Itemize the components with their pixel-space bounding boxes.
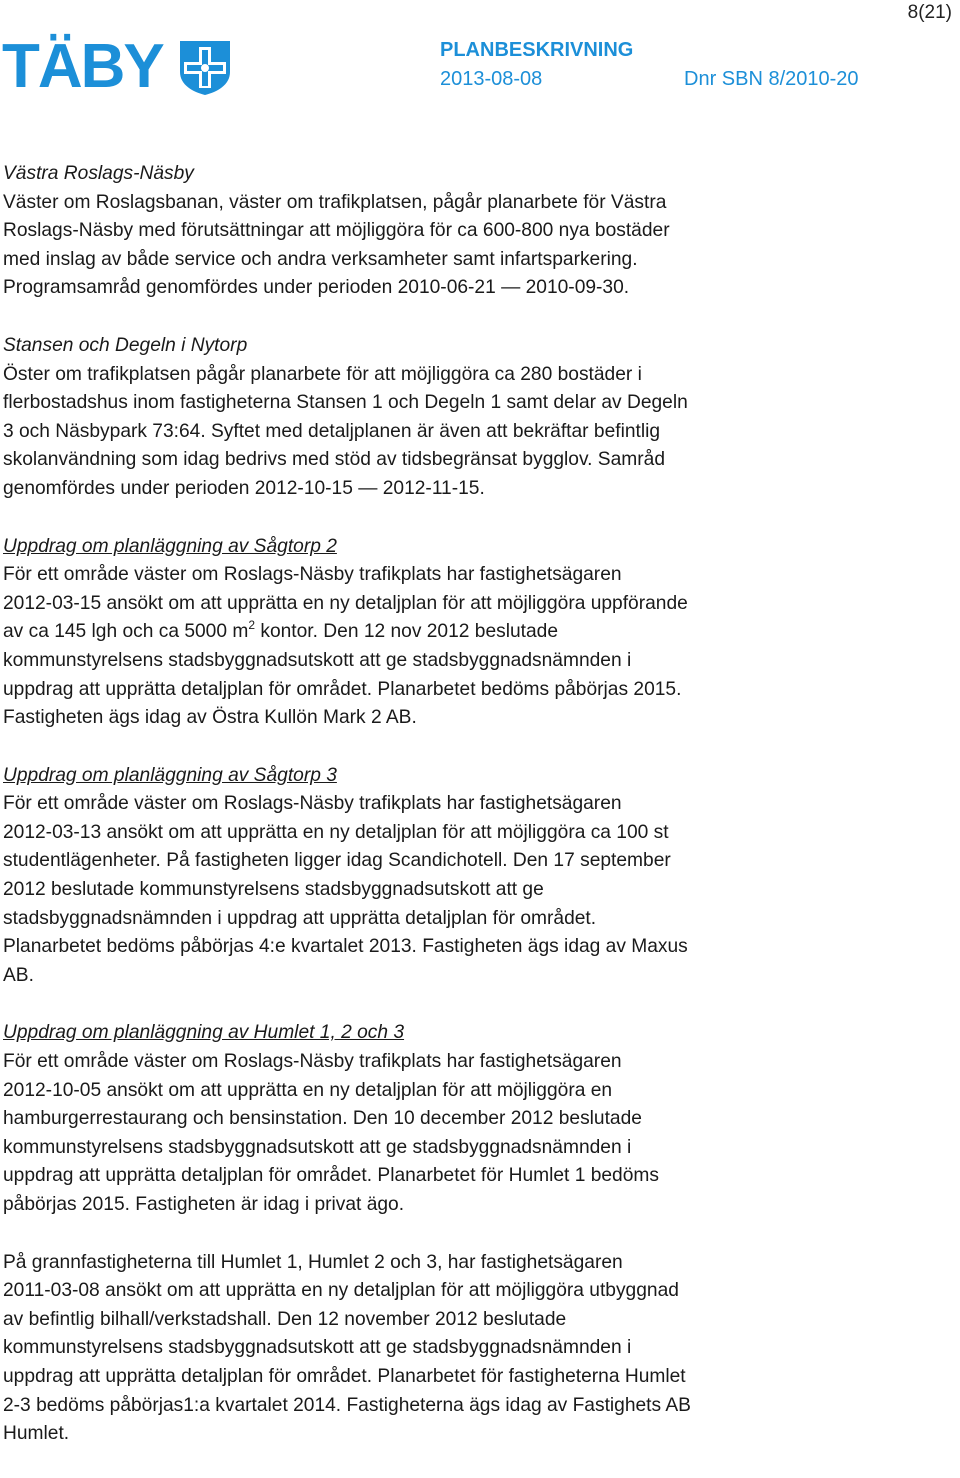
paragraph-line: 2012 beslutade kommunstyrelsens stadsbyggnadsutskott att ge: [3, 879, 544, 901]
document-dnr: Dnr SBN 8/2010-20: [684, 68, 859, 90]
section-heading: Stansen och Degeln i Nytorp: [3, 334, 248, 356]
paragraph-line: 2012-03-13 ansökt om att upprätta en ny detaljplan för att möjliggöra ca 100 st: [3, 821, 669, 843]
logo-wordmark: TÄBY: [2, 32, 163, 101]
superscript: 2: [248, 617, 256, 632]
paragraph-line: hamburgerrestaurang och bensinstation. Den 10 december 2012 beslutade: [3, 1108, 642, 1130]
paragraph-line: påbörjas 2015. Fastigheten är idag i privat ägo.: [3, 1194, 405, 1215]
section-sagtorp-3: [3, 762, 803, 991]
paragraph-line: med inslag av både service och andra verksamheter samt infartsparkering.: [3, 248, 638, 270]
paragraph-line: Fastigheten ägs idag av Östra Kullön Mark 2 AB.: [3, 707, 417, 729]
section-stansen-degeln: [3, 332, 803, 504]
taby-logo: [2, 32, 233, 101]
paragraph-line: stadsbyggnadsnämnden i uppdrag att upprätta detaljplan för området.: [3, 907, 597, 929]
document-date: 2013-08-08: [440, 68, 543, 90]
paragraph-line: kommunstyrelsens stadsbyggnadsutskott att ge stadsbyggnadsnämnden i: [3, 649, 632, 671]
paragraph-line: [3, 618, 803, 647]
document-body: [3, 160, 803, 1478]
section-heading: Västra Roslags-Näsby: [3, 163, 194, 184]
paragraph-line: AB.: [3, 964, 34, 986]
paragraph-line: Programsamråd genomfördes under perioden 2010-06-21 — 2010-09-30.: [3, 277, 630, 299]
section-sagtorp-2: [3, 533, 803, 733]
paragraph-line: För ett område väster om Roslags-Näsby trafikplats har fastighetsägaren: [3, 1051, 622, 1073]
paragraph-line: kommunstyrelsens stadsbyggnadsutskott att ge stadsbyggnadsnämnden i: [3, 1337, 632, 1359]
document-title: PLANBESKRIVNING: [440, 39, 634, 61]
section-grannfastigheter: [3, 1249, 803, 1449]
paragraph-line: På grannfastigheterna till Humlet 1, Humlet 2 och 3, har fastighetsägaren: [3, 1251, 623, 1273]
section-heading: Uppdrag om planläggning av Sågtorp 2: [3, 535, 337, 557]
paragraph-line: För ett område väster om Roslags-Näsby trafikplats har fastighetsägaren: [3, 564, 622, 586]
paragraph-line: För ett område väster om Roslags-Näsby trafikplats har fastighetsägaren: [3, 793, 622, 815]
section-vastra-roslags-nasby: [3, 160, 803, 303]
paragraph-line: av befintlig bilhall/verkstadshall. Den 12 november 2012 beslutade: [3, 1308, 567, 1330]
paragraph-line: Planarbetet bedöms påbörjas 4:e kvartalet 2013. Fastigheten ägs idag av Maxus: [3, 936, 688, 958]
paragraph-line: uppdrag att upprätta detaljplan för området. Planarbetet för Humlet 1 bedöms: [3, 1165, 659, 1187]
section-heading: Uppdrag om planläggning av Humlet 1, 2 och 3: [3, 1022, 405, 1044]
paragraph-line: genomfördes under perioden 2012-10-15 — 2012-11-15.: [3, 477, 485, 499]
line-text: av ca 145 lgh och ca 5000 m: [3, 621, 249, 643]
paragraph-line: Humlet.: [3, 1423, 70, 1445]
paragraph-line: uppdrag att upprätta detaljplan för området. Planarbetet bedöms påbörjas 2015.: [3, 678, 682, 700]
paragraph-line: Öster om trafikplatsen pågår planarbete för att möjliggöra ca 280 bostäder i: [3, 363, 642, 385]
paragraph-line: 3 och Näsbypark 73:64. Syftet med detaljplanen är även att bekräftar befintlig: [3, 420, 661, 442]
paragraph-line: studentlägenheter. På fastigheten ligger idag Scandichotell. Den 17 september: [3, 850, 671, 872]
section-heading: Uppdrag om planläggning av Sågtorp 3: [3, 764, 337, 786]
shield-cross-icon: [177, 38, 233, 96]
paragraph-line: 2011-03-08 ansökt om att upprätta en ny detaljplan för att möjliggöra utbyggnad: [3, 1280, 679, 1302]
paragraph-line: kommunstyrelsens stadsbyggnadsutskott att ge stadsbyggnadsnämnden i: [3, 1136, 632, 1158]
paragraph-line: flerbostadshus inom fastigheterna Stansen 1 och Degeln 1 samt delar av Degeln: [3, 392, 688, 414]
paragraph-line: Väster om Roslagsbanan, väster om trafikplatsen, pågår planarbete för Västra: [3, 191, 667, 213]
section-humlet: [3, 1019, 803, 1219]
paragraph-line: Roslags-Näsby med förutsättningar att möjliggöra för ca 600-800 nya bostäder: [3, 220, 670, 242]
paragraph-line: 2-3 bedöms påbörjas1:a kvartalet 2014. Fastigheterna ägs idag av Fastighets AB: [3, 1394, 691, 1416]
paragraph-line: uppdrag att upprätta detaljplan för området. Planarbetet för fastigheterna Humlet: [3, 1365, 686, 1387]
paragraph-line: 2012-03-15 ansökt om att upprätta en ny detaljplan för att möjliggöra uppförande: [3, 592, 688, 614]
line-text: kontor. Den 12 nov 2012 beslutade: [255, 621, 558, 643]
page-number: 8(21): [907, 2, 952, 23]
paragraph-line: skolanvändning som idag bedrivs med stöd av tidsbegränsat bygglov. Samråd: [3, 449, 665, 471]
paragraph-line: 2012-10-05 ansökt om att upprätta en ny detaljplan för att möjliggöra en: [3, 1079, 613, 1101]
